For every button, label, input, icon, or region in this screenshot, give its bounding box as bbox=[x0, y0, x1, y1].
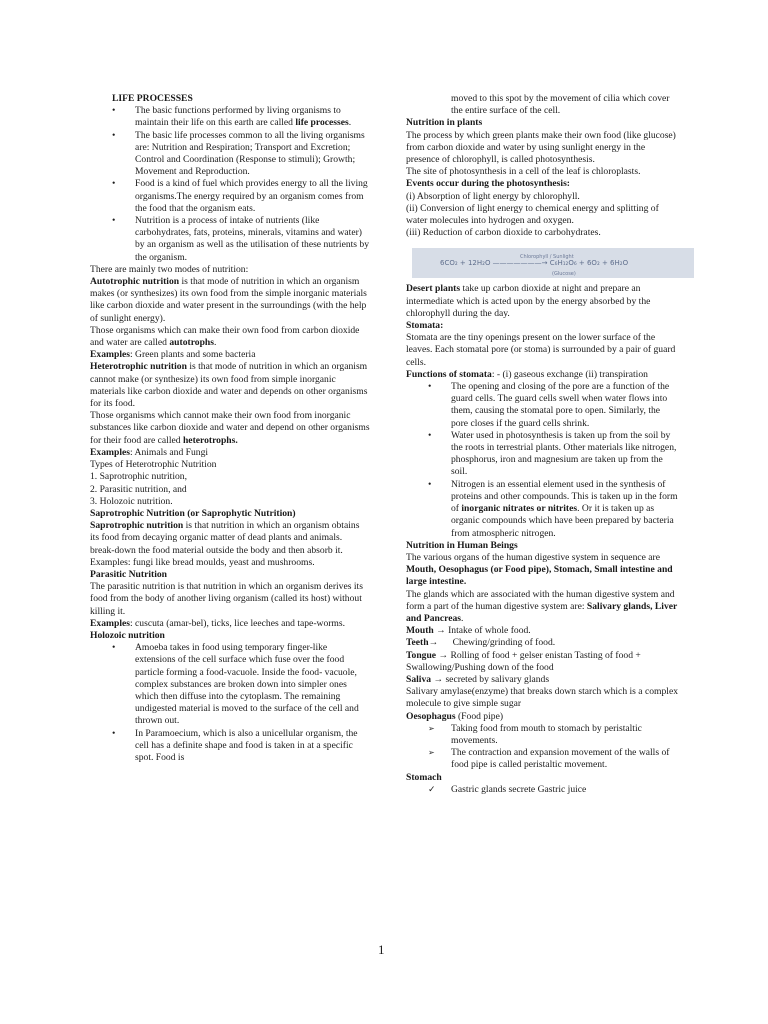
paragraph: Examples: Green plants and some bacteria bbox=[90, 349, 256, 361]
paragraph: Types of Heterotrophic Nutrition bbox=[90, 459, 217, 471]
section-heading: Holozoic nutrition bbox=[90, 629, 165, 641]
page-number: 1 bbox=[378, 942, 385, 957]
list-item: 2. Parasitic nutrition, and bbox=[90, 483, 187, 495]
equation-text: 6CO₂ + 12H₂O ———————→ C₆H₁₂O₆ + 6O₂ + 6H₂O bbox=[440, 259, 629, 268]
list-item: • Food is a kind of fuel which provides energy to all the living organisms.The energy required by an organism comes from the food that the organism eats. bbox=[90, 178, 370, 215]
list-item: • Nutrition is a process of intake of nutrients (like carbohydrates, fats, proteins, minerals, vitamins and water) by an organism as well as the utilisation of these nutrients by the organism. bbox=[90, 215, 370, 264]
list-item: • In Paramoecium, which is also a unicellular organism, the cell has a definite shape and food is taken in at a specific spot. Food is bbox=[90, 728, 370, 765]
oesophagus-list bbox=[406, 723, 678, 772]
list-item: ✓ Gastric glands secrete Gastric juice bbox=[406, 784, 678, 796]
section-heading: Stomach bbox=[406, 771, 442, 783]
left-column bbox=[90, 93, 370, 764]
list-item: • The opening and closing of the pore are a function of the guard cells. The guard cells swell when water flows into them, causing the stomatal pore to open. Similarly, the pore closes if the guard cells shrink. bbox=[406, 381, 678, 430]
list-item: • The basic life processes common to all the living organisms are: Nutrition and Respiration; Transport and Excretion; Control and Coordination (Response to stimuli); Growth; Movement and Reproduction. bbox=[90, 130, 370, 179]
paragraph: Oesophagus (Food pipe) bbox=[406, 710, 504, 722]
paragraph: Those organisms which can make their own food from carbon dioxide and water are called autotrophs. bbox=[90, 324, 360, 349]
paragraph: The site of photosynthesis in a cell of the leaf is chloroplasts. bbox=[406, 166, 641, 178]
paragraph: The process by which green plants make their own food (like glucose) from carbon dioxide and water by using sunlight energy in the presence of chlorophyll, is called photosynthesis. bbox=[406, 129, 676, 166]
paragraph: Those organisms which cannot make their own food from inorganic substances like carbon dioxide and water and depend on other organisms for their food are called heterotrophs. bbox=[90, 410, 370, 446]
paragraph: Autotrophic nutrition is that mode of nutrition in which an organism makes (or synthesizes) its own food from the simple inorganic materials like carbon dioxide and water present in the surroundings (with the help of sunlight energy). bbox=[90, 276, 367, 324]
paragraph: Saliva → secreted by salivary glands bbox=[406, 673, 550, 685]
paragraph: The glands which are associated with the human digestive system and form a part of the human digestive system are: Salivary glands, Liver and Pancreas. bbox=[406, 588, 678, 624]
paragraph: (iii) Reduction of carbon dioxide to carbohydrates. bbox=[406, 227, 601, 239]
section-heading: LIFE PROCESSES bbox=[112, 93, 193, 104]
paragraph: Stomata are the tiny openings present on the lower surface of the leaves. Each stomatal pore (or stoma) is surrounded by a pair of guard cells. bbox=[406, 332, 676, 368]
list-item: • Amoeba takes in food using temporary finger-like extensions of the cell surface which fuse over the food particle forming a food-vacuole. Inside the food- vacuole, complex substances are broken down into simpler ones which then diffuse into the cytoplasm. The remaining undigested material is moved to the surface of the cell and thrown out. bbox=[90, 642, 370, 727]
paragraph: Examples: Animals and Fungi bbox=[90, 446, 209, 458]
paragraph: Teeth→ Chewing/grinding of food. bbox=[406, 637, 556, 649]
paragraph: Examples: cuscuta (amar-bel), ticks, lice leeches and tape-worms. bbox=[90, 617, 346, 629]
section-heading: Stomata: bbox=[406, 320, 444, 332]
paragraph: (ii) Conversion of light energy to chemical energy and splitting of water molecules into hydrogen and oxygen. bbox=[406, 202, 659, 227]
section-heading: Parasitic Nutrition bbox=[90, 568, 168, 580]
list-item: 3. Holozoic nutrition. bbox=[90, 495, 173, 507]
paragraph: Heterotrophic nutrition is that mode of nutrition in which an organism cannot make (or synthesize) its own food from simple inorganic materials like carbon dioxide and water and depends on other organisms for its food. bbox=[90, 361, 368, 410]
list-item: 1. Saprotrophic nutrition, bbox=[90, 471, 187, 483]
stomata-bullet-list bbox=[406, 381, 678, 540]
intro-bullet-list bbox=[90, 105, 370, 264]
paragraph: Desert plants take up carbon dioxide at night and prepare an intermediate which is acted upon by the energy absorbed by the chlorophyll during the day. bbox=[406, 283, 651, 319]
list-item: ➢ Taking food from mouth to stomach by peristaltic movements. bbox=[406, 723, 678, 747]
equation-subscript: (Glucose) bbox=[552, 271, 576, 278]
list-item: • Nitrogen is an essential element used in the synthesis of proteins and other compounds. This is taken up in the form of inorganic nitrates or nitrites. Or it is taken up as organic compounds which have been prepared by bacteria from atmospheric nitrogen. bbox=[406, 479, 678, 540]
section-heading: Saprotrophic Nutrition (or Saprophytic Nutrition) bbox=[90, 507, 296, 519]
right-column bbox=[406, 93, 678, 796]
holozoic-bullet-list bbox=[90, 642, 370, 764]
paragraph: (i) Absorption of light energy by chlorophyll. bbox=[406, 190, 580, 202]
paragraph: Saprotrophic nutrition is that nutrition in which an organism obtains its food from decaying organic matter of dead plants and animals. bbox=[90, 520, 360, 544]
paragraph: Functions of stomata: - (i) gaseous exchange (ii) transpiration bbox=[406, 368, 648, 380]
section-heading: Events occur during the photosynthesis: bbox=[406, 178, 571, 190]
paragraph: break-down the food material outside the body and then absorb it. bbox=[90, 544, 343, 556]
section-heading: Nutrition in plants bbox=[406, 117, 483, 129]
paragraph: There are mainly two modes of nutrition: bbox=[90, 263, 249, 275]
section-heading: Nutrition in Human Beings bbox=[406, 539, 518, 551]
list-item: • Water used in photosynthesis is taken up from the soil by the roots in terrestrial plants. Other materials like nitrogen, phosphorus, iron and magnesium are taken up from the soil. bbox=[406, 430, 678, 479]
paragraph: Examples: fungi like bread moulds, yeast and mushrooms. bbox=[90, 556, 315, 568]
paragraph: The various organs of the human digestive system in sequence are Mouth, Oesophagus (or Food pipe), Stomach, Small intestine and large intestine. bbox=[406, 551, 673, 588]
paragraph: Salivary amylase(enzyme) that breaks down starch which is a complex molecule to give simple sugar bbox=[406, 686, 678, 710]
paragraph: Mouth → Intake of whole food. bbox=[406, 625, 531, 637]
equation-condition: Chlorophyll / Sunlight bbox=[520, 254, 574, 261]
paragraph: Tongue → Rolling of food + gelser enistan Tasting of food + Swallowing/Pushing down of the food bbox=[406, 649, 641, 673]
paragraph: moved to this spot by the movement of cilia which cover the entire surface of the cell. bbox=[451, 93, 670, 117]
list-item: • The basic functions performed by living organisms to maintain their life on this earth are called life processes. bbox=[90, 105, 370, 129]
list-item: ➢ The contraction and expansion movement of the walls of food pipe is called peristaltic movement. bbox=[406, 747, 678, 771]
paragraph: The parasitic nutrition is that nutrition in which an organism derives its food from the body of another living organism (called its host) without killing it. bbox=[90, 581, 363, 617]
stomach-list bbox=[406, 784, 678, 796]
photosynthesis-equation-image bbox=[412, 248, 694, 278]
